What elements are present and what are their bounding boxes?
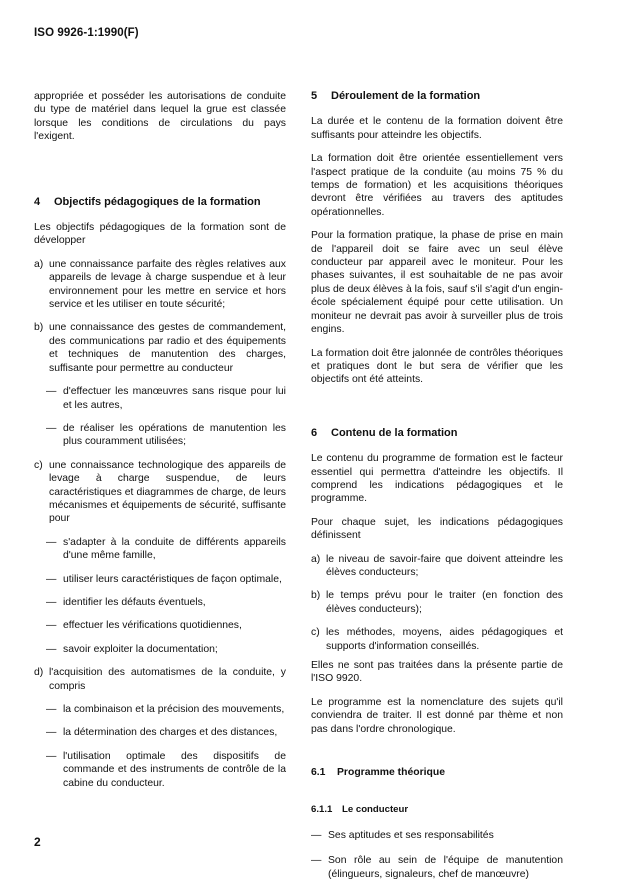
list-item-b: [34, 321, 286, 375]
item-label: a): [34, 258, 44, 270]
list-item-d: [34, 666, 286, 693]
sub-item-text: savoir exploiter la documentation;: [63, 643, 218, 655]
section-title: Objectifs pédagogiques de la formation: [54, 195, 261, 208]
paragraph: Pour chaque sujet, les indications pédagogiques définissent: [311, 516, 563, 542]
dash-bullet: —: [46, 386, 57, 398]
sub-item-text: la combinaison et la précision des mouvements,: [63, 704, 285, 715]
sub-item-text: l'utilisation optimale des dispositifs de commande et des instruments de contrôle de la cabine du conducteur.: [63, 750, 286, 789]
item-label: d): [34, 667, 44, 679]
item-text: l'acquisition des automatismes de la conduite, y compris: [49, 667, 286, 692]
sub-item-text: la détermination des charges et des distances,: [63, 727, 278, 739]
section-title: Programme théorique: [337, 767, 445, 779]
section-title: Contenu de la formation: [331, 426, 458, 439]
section-6-1-1-heading: [311, 803, 563, 816]
dash-item-text: Son rôle au sein de l'équipe de manutention (élingueurs, signaleurs, chef de manœuvre): [328, 855, 563, 880]
sub-item: [34, 750, 286, 790]
dash-bullet: —: [46, 704, 57, 715]
sub-item: [34, 596, 286, 609]
dash-bullet: —: [46, 536, 57, 548]
item-text: une connaissance parfaite des règles relatives aux appareils de levage à charge suspendue et à leur environnement pour les mettre en service et hors service et les utiliser en toute sécurité;: [49, 258, 286, 311]
dash-bullet: —: [46, 596, 57, 608]
section-4-heading: [34, 196, 286, 209]
paragraph: La formation doit être orientée essentiellement vers l'aspect pratique de la conduite (au moins 75 % du temps de formation) et les acquisitions théoriques devront être vérifiées au travers des aptitudes opérationnelles.: [311, 153, 563, 218]
sub-item-text: s'adapter à la conduite de différents appareils d'une même famille,: [63, 536, 286, 562]
list-item-a: [34, 258, 286, 312]
paragraph: La formation doit être jalonnée de contrôles théoriques et pratiques dont le but sera de vérifier que les objectifs ont été atteints.: [311, 347, 563, 386]
section-title: Le conducteur: [342, 804, 409, 816]
sub-item: [34, 726, 286, 739]
paragraph: Elles ne sont pas traitées dans la présente partie de l'ISO 9920.: [311, 660, 563, 685]
dash-bullet: —: [46, 643, 57, 655]
dash-bullet: —: [311, 829, 322, 841]
item-text: le niveau de savoir-faire que doivent atteindre les élèves conducteurs;: [326, 553, 563, 578]
paragraph: Pour la formation pratique, la phase de prise en main de l'appareil doit se faire avec un seul élève conducteur par appareil avec le moniteur. Pour les phases suivantes, il est souhaitable de ne pas avoir plus de deux élèves à la fois, sauf s'il s'agit d'un engin-école spécialement équipé pour cette utilisation. Un moniteur ne devrait pas avoir à surveiller plus de trois engins.: [311, 230, 563, 336]
section-number: 6.1: [311, 767, 326, 779]
sub-item-text: utiliser leurs caractéristiques de façon optimale,: [63, 573, 282, 585]
item-text: les méthodes, moyens, aides pédagogiques et supports d'information conseillés.: [326, 627, 563, 652]
sub-item: [34, 643, 286, 656]
intro-paragraph: appropriée et posséder les autorisations de conduite du type de matériel dans lequel la grue est classée lorsque les conditions de circulations du pays l'exigent.: [34, 91, 286, 143]
item-label: c): [34, 459, 43, 471]
list-item-c: [34, 459, 286, 526]
dash-bullet: —: [46, 573, 57, 585]
section-number: 4: [34, 195, 41, 208]
list-item: [311, 626, 563, 653]
sub-item-text: de réaliser les opérations de manutention les plus couramment utilisées;: [63, 422, 286, 448]
sub-item: [34, 619, 286, 632]
section-5-heading: [311, 90, 563, 103]
dash-bullet: —: [46, 727, 57, 739]
sub-item: [34, 703, 286, 716]
dash-bullet: —: [46, 620, 57, 632]
sub-item: [34, 422, 286, 449]
sub-item: [34, 536, 286, 563]
item-text: le temps prévu pour le traiter (en fonction des élèves conducteurs);: [326, 590, 563, 615]
sub-item-text: d'effectuer les manœuvres sans risque pour lui et les autres,: [63, 386, 286, 411]
section-6-heading: [311, 427, 563, 440]
sub-item: [34, 573, 286, 586]
dash-item-text: Ses aptitudes et ses responsabilités: [328, 829, 494, 841]
paragraph: Le contenu du programme de formation est le facteur essentiel qui permettra d'atteindre les objectifs. Il comprend les indications pédagogiques et le programme.: [311, 453, 563, 505]
section-6-1-heading: [311, 766, 563, 779]
item-label: a): [311, 553, 321, 565]
item-label: c): [311, 627, 320, 639]
section-number: 5: [311, 90, 318, 102]
section-number: 6.1.1: [311, 804, 333, 816]
list-item: [311, 553, 563, 580]
paragraph: Le programme est la nomenclature des sujets qu'il conviendra de traiter. Il est donné par thème et non pas dans l'ordre chronologique.: [311, 696, 563, 735]
section-number: 6: [311, 426, 318, 439]
left-column: [34, 90, 286, 790]
item-text: une connaissance des gestes de commandement, des communications par radio et des équipements et techniques de manutention des charges, suffisante pour permettre au conducteur: [49, 322, 286, 374]
sub-item-text: identifier les défauts éventuels,: [63, 596, 206, 608]
sub-item: [34, 385, 286, 412]
list-item: [311, 589, 563, 616]
dash-bullet: —: [311, 855, 322, 867]
standard-reference: ISO 9926-1:1990(F): [34, 27, 139, 39]
sub-item-text: effectuer les vérifications quotidiennes,: [63, 620, 242, 632]
section-4-intro: Les objectifs pédagogiques de la formation sont de développer: [34, 222, 286, 247]
item-text: une connaissance technologique des appareils de levage à charge suspendue, de leurs caractéristiques et diagrammes de charge, de leurs mécanismes et équipements de sécurité, suffisante pour: [49, 459, 286, 525]
dash-bullet: —: [46, 750, 57, 762]
item-label: b): [34, 322, 44, 334]
item-label: b): [311, 590, 321, 602]
page-number: 2: [34, 835, 41, 849]
section-title: Déroulement de la formation: [331, 90, 481, 102]
dash-bullet: —: [46, 422, 57, 434]
paragraph: La durée et le contenu de la formation doivent être suffisants pour atteindre les objectifs.: [311, 116, 563, 141]
dash-item: [311, 829, 563, 842]
right-column: [311, 90, 563, 881]
